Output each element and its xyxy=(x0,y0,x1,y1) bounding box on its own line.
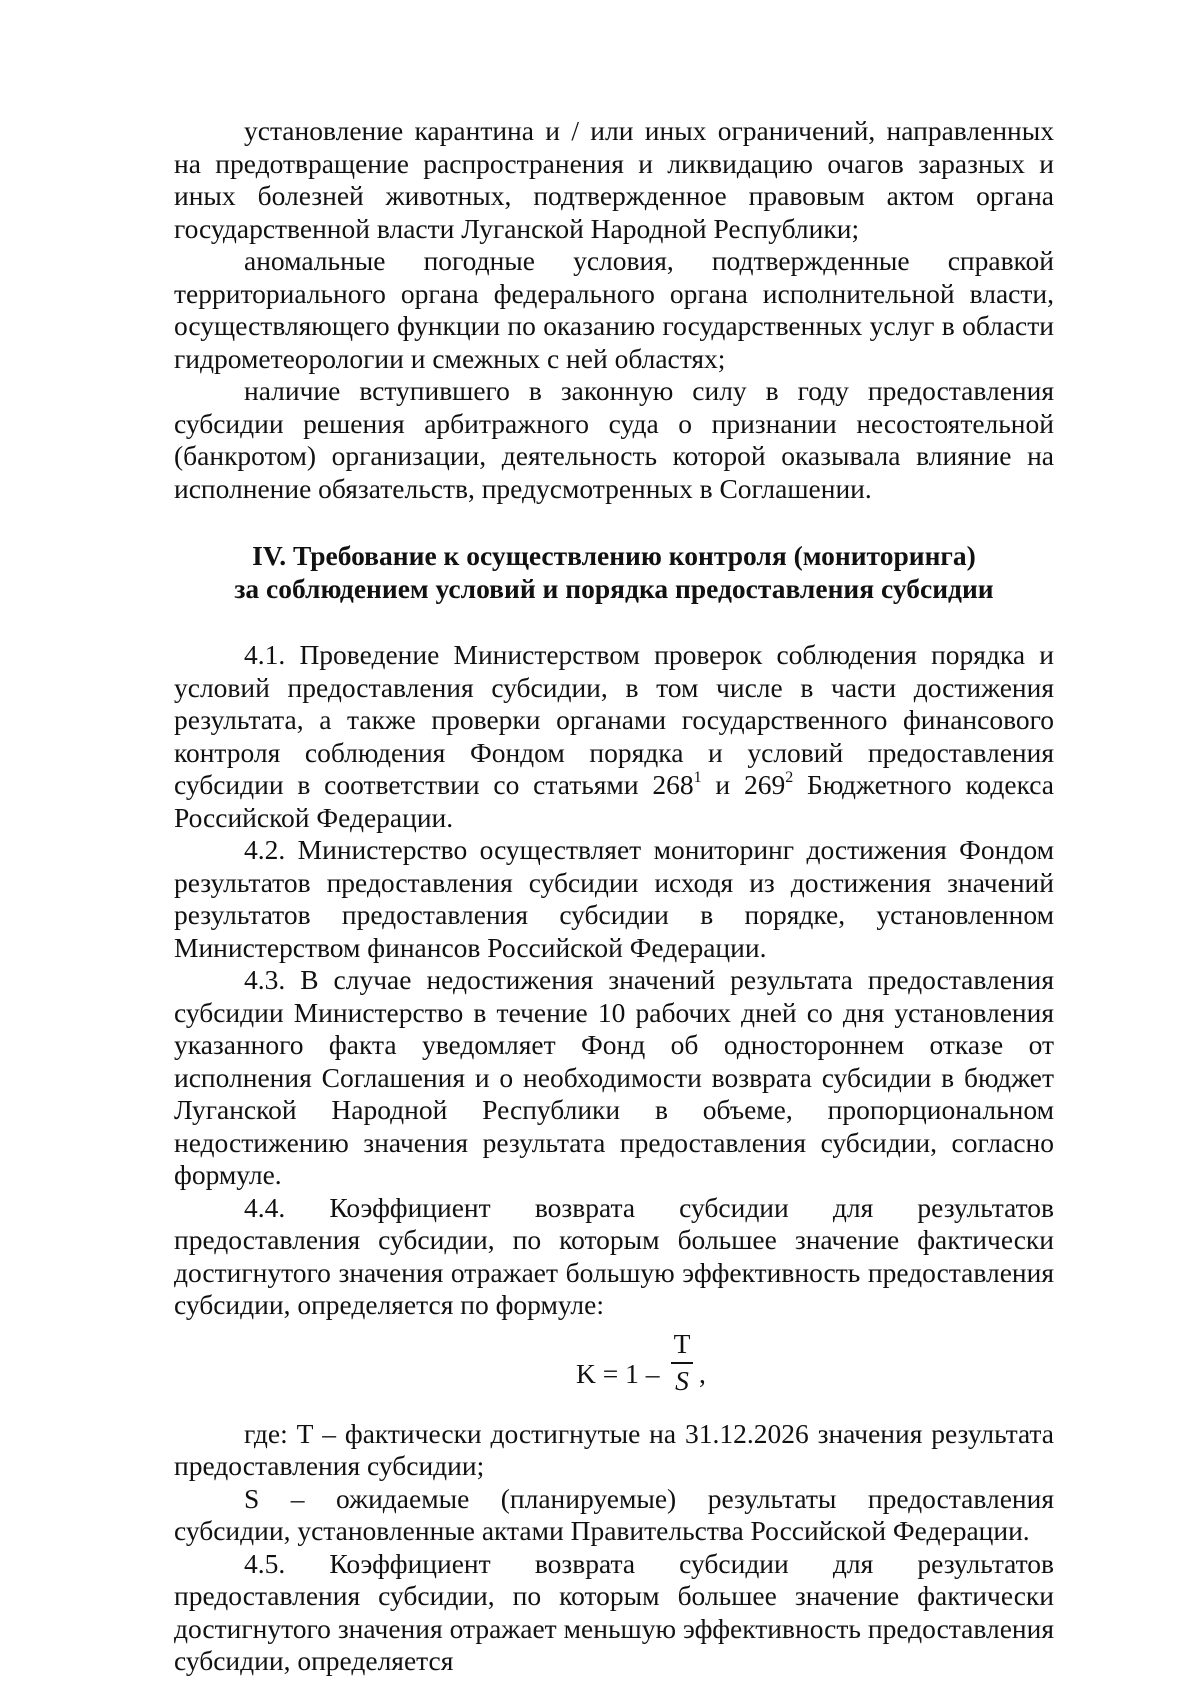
superscript-1: 1 xyxy=(693,769,702,786)
formula-numerator: T xyxy=(673,1327,691,1359)
formula-fraction xyxy=(671,1328,693,1396)
paragraph-4-1-text: 4.1. Проведение Министерством проверок соблюдения порядка и условий предоставления субсидии, в том числе в части достижения результата, а также проверки органами государственного финансового контроля соблюдения Фондом порядка и условий предоставления субсидии в соответствии со статьями 268 xyxy=(174,639,1054,800)
paragraph-quarantine: установление карантина и / или иных ограничений, направленных на предотвращение распространения и ликвидацию очагов заразных и иных болезней животных, подтвержденное правовым актом органа государственной власти Луганской Народной Республики; xyxy=(174,115,1054,244)
paragraph-weather: аномальные погодные условия, подтвержденные справкой территориального органа федерального органа исполнительной власти, осуществляющего функции по оказанию государственных услуг в области гидрометеорологии и смежных с ней областях; xyxy=(174,245,1054,374)
section-heading xyxy=(174,539,1054,605)
paragraph-bankruptcy: наличие вступившего в законную силу в году предоставления субсидии решения арбитражного суда о признании несостоятельной (банкротом) организации, деятельность которой оказывала влияние на исполнение обязательств, предусмотренных в Соглашении. xyxy=(174,375,1054,504)
formula-comma: , xyxy=(699,1357,706,1389)
section-heading-line1: IV. Требование к осуществлению контроля (мониторинга) xyxy=(252,540,976,571)
section-heading-line2: за соблюдением условий и порядка предоставления субсидии xyxy=(234,573,994,604)
formula-denominator: S xyxy=(675,1364,689,1396)
paragraph-4-1 xyxy=(174,639,1054,834)
paragraph-s: S – ожидаемые (планируемые) результаты предоставления субсидии, установленные актами Правительства Российской Федерации. xyxy=(174,1482,1054,1546)
paragraph-4-5: 4.5. Коэффициент возврата субсидии для результатов предоставления субсидии, по которым большее значение фактически достигнутого значения отражает меньшую эффективность предоставления субсидии, определяется xyxy=(174,1547,1054,1676)
formula-left: K = 1 – xyxy=(576,1357,660,1389)
paragraph-4-3: 4.3. В случае недостижения значений результата предоставления субсидии Министерство в течение 10 рабочих дней со дня установления указанного факта уведомляет Фонд об одностороннем отказе от исполнения Соглашения и о необходимости возврата субсидии в бюджет Луганской Народной Республики в объеме, пропорциональном недостижению значения результата предоставления субсидии, согласно формуле. xyxy=(174,964,1054,1190)
paragraph-where-t: где: Т – фактически достигнутые на 31.12.2026 значения результата предоставления субсидии; xyxy=(174,1417,1054,1481)
paragraph-4-1-text-2: и 269 xyxy=(701,769,786,800)
paragraph-4-2: 4.2. Министерство осуществляет мониторинг достижения Фондом результатов предоставления субсидии исходя из достижения значений результатов предоставления субсидии в порядке, установленном Министерством финансов Российской Федерации. xyxy=(174,834,1054,963)
paragraph-4-1-text-3: Бюджетного кодекса Российской Федерации. xyxy=(174,769,1054,833)
fraction-bar xyxy=(671,1362,693,1364)
document-body xyxy=(174,115,1054,1678)
formula-k xyxy=(174,1322,1054,1418)
paragraph-4-4: 4.4. Коэффициент возврата субсидии для результатов предоставления субсидии, по которым большее значение фактически достигнутого значения отражает большую эффективность предоставления субсидии, определяется по формуле: xyxy=(174,1191,1054,1320)
superscript-2: 2 xyxy=(785,769,794,786)
